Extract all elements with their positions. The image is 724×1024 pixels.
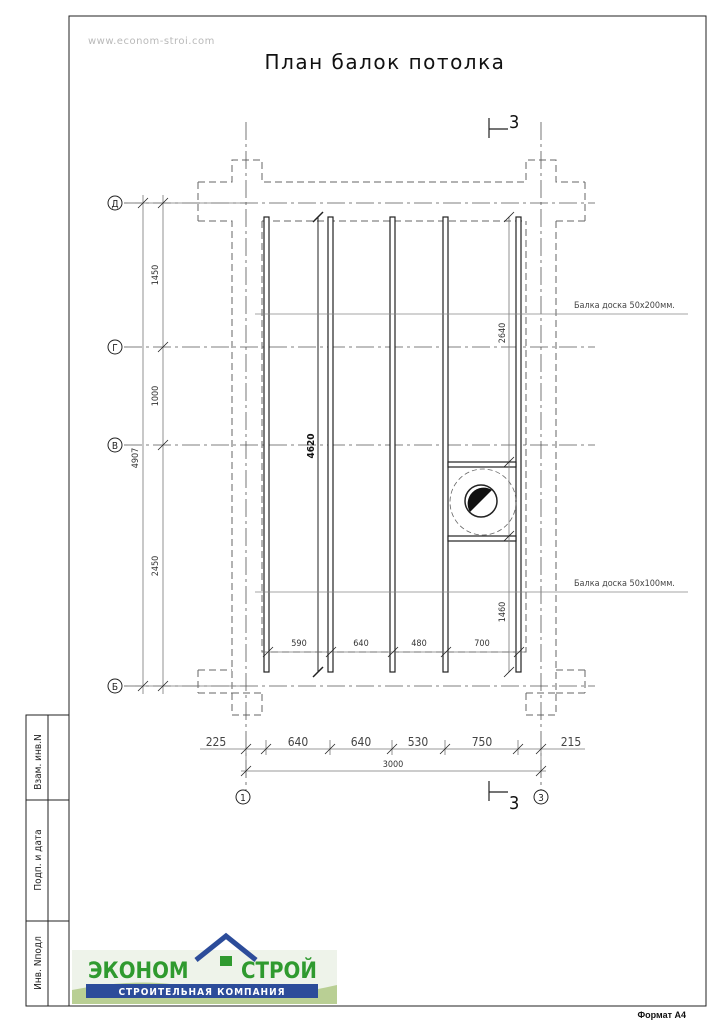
dim-bottom: 640 — [350, 735, 372, 749]
stamp-block — [26, 715, 69, 1006]
section-mark-top — [489, 118, 508, 138]
axis-label-d: Д — [111, 199, 119, 210]
dim-inner: 640 — [353, 639, 369, 649]
dim-bottom: 225 — [205, 735, 227, 749]
logo-subtitle: СТРОИТЕЛЬНАЯ КОМПАНИЯ — [118, 987, 286, 998]
axis-lines — [124, 122, 595, 790]
dim-4907: 4907 — [131, 447, 141, 469]
dim-bottom: 750 — [471, 735, 493, 749]
axis-label-v: В — [111, 441, 119, 452]
stamp-podp: Подп. и дата — [33, 829, 44, 891]
stamp-vzam: Взам. инв.N — [33, 734, 44, 790]
dim-bottom: 215 — [560, 735, 582, 749]
beam-length-label: 4620 — [306, 433, 317, 459]
sheet-frame — [69, 16, 706, 1006]
beam — [390, 217, 395, 672]
dim-1460: 1460 — [498, 601, 508, 623]
dim-2640: 2640 — [498, 322, 508, 344]
beam — [516, 217, 521, 672]
logo-text-stroy: СТРОЙ — [241, 959, 317, 984]
axis-label-g: Г — [112, 343, 118, 354]
company-logo — [72, 936, 337, 1004]
dim-1450: 1450 — [151, 264, 161, 286]
dim-1000: 1000 — [151, 385, 161, 407]
dim-bottom: 640 — [287, 735, 309, 749]
dim-bottom: 530 — [407, 735, 429, 749]
dim-2450: 2450 — [151, 555, 161, 577]
chimney-opening — [448, 462, 516, 541]
page-title: План балок потолка — [264, 50, 506, 74]
axis-label-1: 1 — [240, 793, 246, 804]
format-label: Формат А4 — [637, 1010, 686, 1020]
axis-label-3: 3 — [538, 793, 544, 804]
beam-label-top: Балка доска 50х200мм. — [574, 301, 675, 311]
section-label-top: 3 — [509, 112, 520, 133]
section-label-bottom: 3 — [509, 793, 520, 814]
dim-inner: 700 — [474, 639, 490, 649]
dim-inner: 590 — [291, 639, 307, 649]
beam-length-dim — [306, 212, 323, 677]
dim-total-bottom: 3000 — [382, 760, 404, 770]
logo-text-econom: ЭКОНОМ — [88, 959, 189, 984]
beam-label-bottom: Балка доска 50х100мм. — [574, 579, 675, 589]
website-watermark: www.econom-stroi.com — [88, 36, 215, 47]
section-mark-bottom — [489, 781, 508, 801]
beam — [328, 217, 333, 672]
beams — [264, 217, 521, 672]
beam-leaders — [255, 314, 688, 592]
axis-label-b: Б — [111, 682, 119, 693]
dim-inner: 480 — [411, 639, 427, 649]
bottom-dimensions — [200, 740, 585, 778]
beam — [264, 217, 269, 672]
beam — [443, 217, 448, 672]
stamp-inv: Инв. Nподл — [33, 936, 44, 990]
